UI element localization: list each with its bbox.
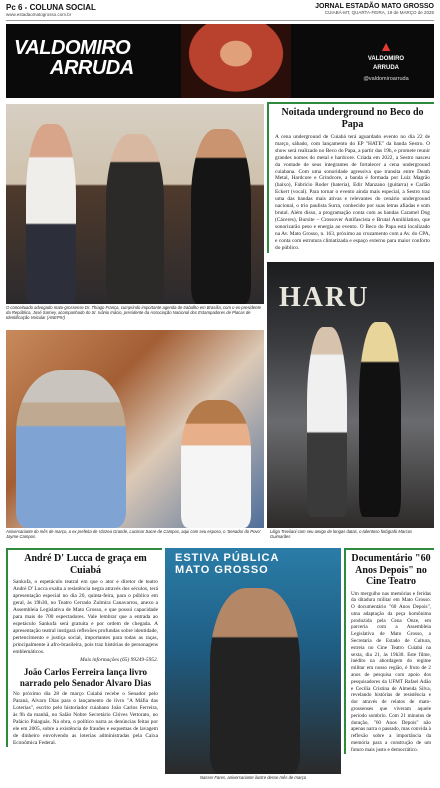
instagram-handle[interactable]: @valdomiroarruda xyxy=(363,76,409,82)
issue-date: CUIABÁ-MT, QUARTA-FEIRA, 19 de MARÇO de 2025 xyxy=(324,10,434,15)
columnist-name-line2: ARRUDA xyxy=(50,57,134,79)
article-body: Um mergulho nas memórias e feridas da ditadura militar em Mato Grosso. O documentário "60 Anos Depois", uma adaptação da peça homônima produzida pela Cena Onze, em parceria com a Assembleia Legislativa de Mato Grosso, a Secretaria de Estado de Cultura, estreia no Cine Teatro Cuiabá na sexta, dia 21, às 19h30. Este filme, inédito na abordagem do regime militar em nosso região, é fruto de 2 anos de pesquisa com apoio dos pesquisadores da UFMT Rafael Adão e Cecília Cristina de Almeida Silva, revelando histórias de resistência e dor através de relatos de mato-grossenses que viveram aquele período sombrio. Com 21 minutos de duração, "60 Anos Depois" não apenas narra o passado, mas convida à reflexão sobre a importância da memória para a construção de um futuro mais justo e democrático. xyxy=(351,590,431,753)
columnist-banner xyxy=(6,24,434,98)
photo-lucimar-jayme-campos xyxy=(6,330,264,528)
page-header-left xyxy=(6,3,96,17)
columnist-name xyxy=(14,38,194,78)
caption-photo-3: Aniversariante do mês de março, a ex prefeita de Várzea Grande, Lucimar Sacre de Campos, aqui com seu esposo, o 'Senador do Povo' Jayme Campos. xyxy=(6,529,261,540)
header-divider xyxy=(6,20,434,21)
article-body: Sankofa, o espetáculo teatral em que o ator e diretor de teatro André D' Lucca exalta a resistência negra através dos séculos, terá apresentação especial no dia 20, quinta-feira, para o público em geral, às 19h30, no Teatro Cerrado Zulmira Canavarros, anexo a Assembleia Legislativa de Mato Grosso, e que possui capacidade para mais de 700 espectadores. Vale lembrar que a entrada ao espetáculo Sankofa será gratuita e por ordem de chegada. A apresentação teatral instigará reflexões profundas sobre identidade, pertencimento e justiça social, importantes para todas as raças, principalmente à afro-brasileira, pois traz histórias de personagens emblemáticos. xyxy=(13,579,158,655)
article-title: Noitada underground no Beco do Papa xyxy=(281,107,424,130)
logo-line2: ARRUDA xyxy=(373,65,399,71)
photo-thiago-franca-sarney xyxy=(6,104,264,304)
article-subbody: No próximo dia 28 de março Cuiabá recebe o Senador pelo Paraná, Alvaro Dias para o lançamento do livro "A Máfia das Loterias", escrito pelo historiador cuiabano João Carlos Ferreira, às 9h da manhã, no Salão Nobre Secretário Clóves Vettorato, no Palácio Paiaguás. Na obra, o político narra as denúncias feitas por ele em 2005, sobre a existência de fraudes e esquemas de lavagem de dinheiro envolvendo as loterias administradas pela Caixa Econômica Federal. xyxy=(13,691,158,746)
article-documentario xyxy=(344,548,434,754)
caption-photo-1: O conceituado advogado mato-grossense Dr. Thiago França, cumprindo importante agenda de trabalho em Brasília, com o ex-presidente da República, José Sarney, acompanhado do Sr. Ivânio Inácio, presidente da Associação Nacional dos Estampadores de Placas de Identificação Veicular (ANEPIV) xyxy=(6,305,261,321)
article-noitada-underground xyxy=(267,102,434,253)
section-title: Pc 6 - COLUNA SOCIAL xyxy=(6,3,96,12)
article-body: A cena underground de Cuiabá terá aguardado evento no dia 22 de março, sábado, com lançamento do EP "HATE" da banda Sestro. O show será realizado no Beco do Papa, a partir das 19h, e promete reunir grandes nomes do metal e hardcore. Criada em 2022, a Sestro nasceu da vontade de seus integrantes de fortalecer a cena underground cuiabana. Com uma sonoridade agressiva que transita entre Death Metal, Hardcore e Grindcore, a banda é formada por Luiz Magrão (baixo), Fabrício Roder (bateria), Edir Manzano (guitarra) e Carlão Eckert (vocal). Para tornar o evento ainda mais especial, a Sestro traz uma das bandas mais ativas e relevantes do cenário underground nacional, o trio paulista Surra, conhecido por suas letras afiadas e som brutal. Além disso, a programação conta com as bandas Caramel Dog (Cáceres), Bursite – Crossover Antifascista e Brutal Annihilation, que sonorizarão peso e energia ao evento. O Beco do Papa está localizado na Av. Mato Grosso, n. 163, próximo ao cruzamento com a Av. do CPA, e conta com estrutura climatizada e espaço externo para maior conforto do público. xyxy=(275,134,430,251)
columnist-logo xyxy=(346,38,426,82)
article-title: Documentário "60 Anos Depois" no Cine Teatro xyxy=(351,553,431,587)
photo-nasser-fares xyxy=(165,548,341,774)
contact-info: Mais informações (65) 99249-5952. xyxy=(80,657,158,663)
caption-photo-2: Liliga Treviiani com seu amigo de longas datas, o talentoso fotógrafo Marcos Guimarães xyxy=(270,529,413,540)
page-header-right xyxy=(315,3,434,15)
caption-photo-4: Nasser Fares, aniversariante ilustre desse mês de março xyxy=(199,775,307,780)
backdrop-sign: ESTIVA PÚBLICA MATO GROSSO xyxy=(175,552,280,576)
article-title: André D' Lucca de graça em Cuiabá xyxy=(24,553,147,576)
article-andre-dlucca xyxy=(6,548,162,747)
photo-haru-restaurant xyxy=(267,262,434,528)
haru-sign: HARU xyxy=(279,282,370,313)
site-url[interactable]: www.estadaomatogrosso.com.br xyxy=(6,12,72,17)
newspaper-name: JORNAL ESTADÃO MATO GROSSO xyxy=(315,3,434,10)
columnist-name-line1: VALDOMIRO xyxy=(14,37,131,59)
article-subtitle: João Carlos Ferreira lança livro narrado pelo Senador Alvaro Dias xyxy=(19,667,152,688)
logo-mark-icon: ▲ xyxy=(379,38,393,54)
columnist-photo xyxy=(181,24,291,98)
logo-line1: VALDOMIRO xyxy=(367,56,405,62)
